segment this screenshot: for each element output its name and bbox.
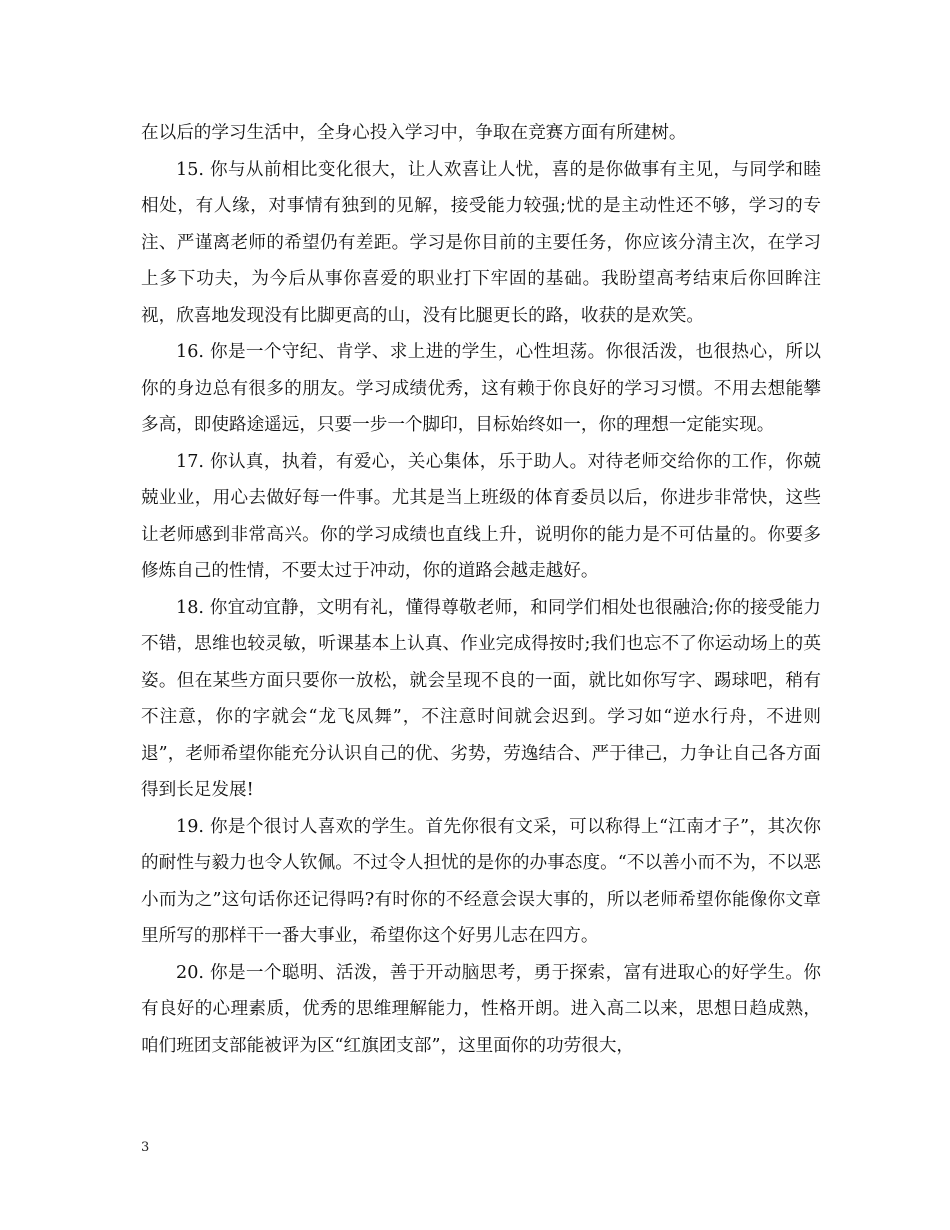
paragraph-18: 18. 你宜动宜静，文明有礼，懂得尊敬老师，和同学们相处也很融洽;你的接受能力不错，思维也较灵敏，听课基本上认真、作业完成得按时;我们也忘不了你运动场上的英姿。但在某些方面只要你一放松，就会呈现不良的一面，就比如你写字、踢球吧，稍有不注意，你的字就会“龙飞凤舞”，不注意时间就会迟到。学习如“逆水行舟，不进则退”，老师希望你能充分认识自己的优、劣势，劳逸结合、严于律己，力争让自己各方面得到长足发展!	[141, 597, 821, 800]
paragraph-20: 20. 你是一个聪明、活泼，善于开动脑思考，勇于探索，富有进取心的好学生。你有良好的心理素质，优秀的思维理解能力，性格开朗。进入高二以来，思想日趋成熟，咱们班团支部能被评为区“红旗团支部”，这里面你的功劳很大，	[141, 962, 821, 1056]
paragraph-15: 15. 你与从前相比变化很大，让人欢喜让人忧，喜的是你做事有主见，与同学和睦相处，有人缘，对事情有独到的见解，接受能力较强;忧的是主动性还不够，学习的专注、严谨离老师的希望仍有差距。学习是你目前的主要任务，你应该分清主次，在学习上多下功夫，为今后从事你喜爱的职业打下牢固的基础。我盼望高考结束后你回眸注视，欣喜地发现没有比脚更高的山，没有比腿更长的路，收获的是欢笑。	[141, 159, 821, 326]
paragraph-continuation: 在以后的学习生活中，全身心投入学习中，争取在竞赛方面有所建树。	[141, 123, 687, 143]
body-text	[141, 115, 821, 1064]
page-number: 3	[141, 1140, 150, 1155]
paragraph-17: 17. 你认真，执着，有爱心，关心集体，乐于助人。对待老师交给你的工作，你兢兢业业，用心去做好每一件事。尤其是当上班级的体育委员以后，你进步非常快，这些让老师感到非常高兴。你的学习成绩也直线上升，说明你的能力是不可估量的。你要多修炼自己的性情，不要太过于冲动，你的道路会越走越好。	[141, 451, 821, 581]
paragraph-16: 16. 你是一个守纪、肯学、求上进的学生，心性坦荡。你很活泼，也很热心，所以你的身边总有很多的朋友。学习成绩优秀，这有赖于你良好的学习习惯。不用去想能攀多高，即使路途遥远，只要一步一个脚印，目标始终如一，你的理想一定能实现。	[141, 342, 821, 435]
paragraph-19: 19. 你是个很讨人喜欢的学生。首先你很有文采，可以称得上“江南才子”，其次你的耐性与毅力也令人钦佩。不过令人担忧的是你的办事态度。“不以善小而不为，不以恶小而为之”这句话你还记得吗?有时你的不经意会误大事的，所以老师希望你能像你文章里所写的那样干一番大事业，希望你这个好男儿志在四方。	[141, 816, 821, 946]
